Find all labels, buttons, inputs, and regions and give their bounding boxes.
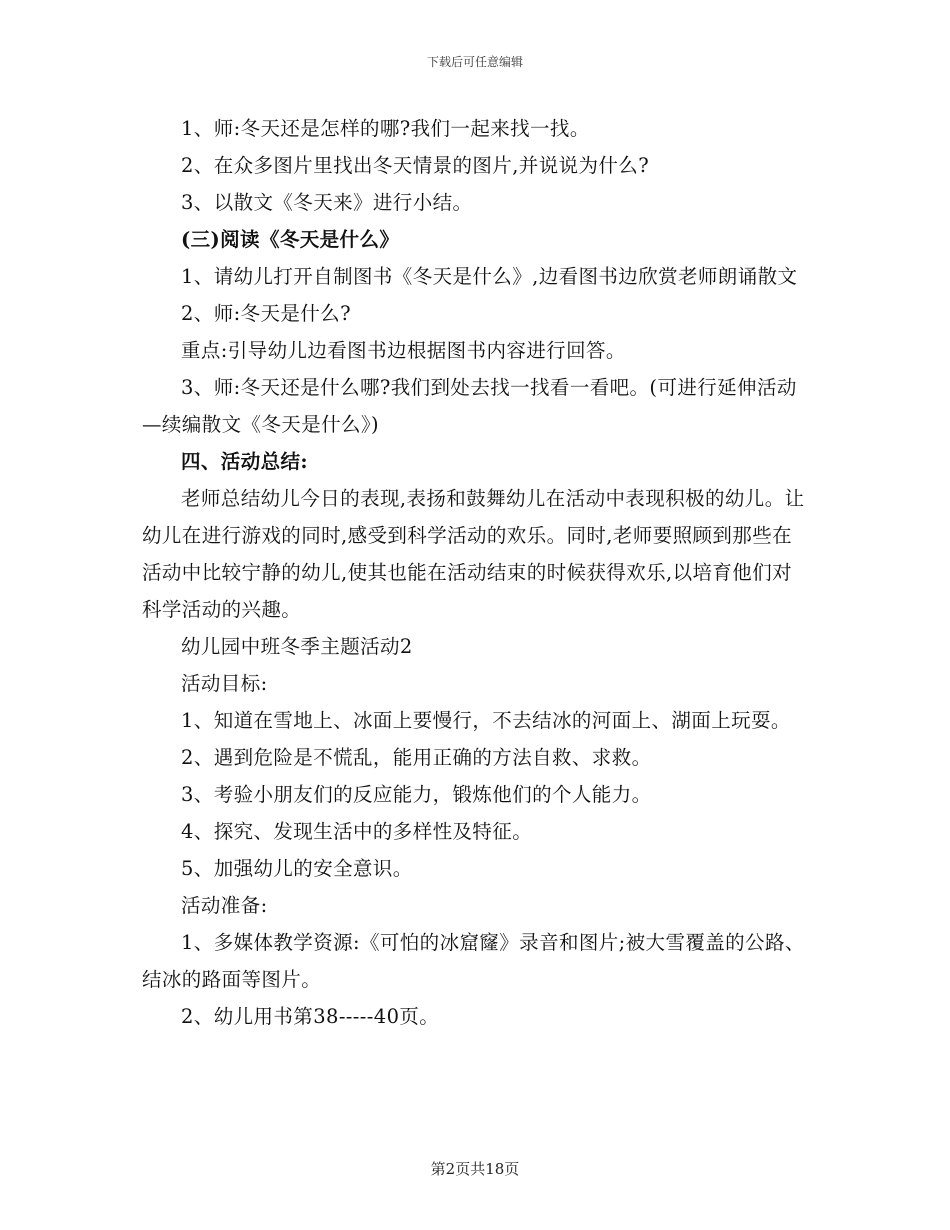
paragraph: 1、多媒体教学资源:《可怕的冰窟窿》录音和图片;被大雪覆盖的公路、结冰的路面等图片。: [142, 931, 805, 991]
page-number: 第2页共18页: [430, 1160, 520, 1178]
paragraph: 2、在众多图片里找出冬天情景的图片,并说说为什么?: [181, 154, 650, 177]
paragraph: 4、探究、发现生活中的多样性及特征。: [181, 820, 533, 843]
document-body: [142, 110, 810, 1035]
page-header-note: 下载后可任意编辑: [426, 55, 523, 69]
paragraph: 活动准备:: [181, 894, 268, 917]
section-heading: (三)阅读《冬天是什么》: [181, 228, 400, 251]
paragraph: 2、师:冬天是什么?: [181, 302, 351, 325]
paragraph: 3、师:冬天还是什么哪?我们到处去找一找看一看吧。(可进行延伸活动—续编散文《冬天是什么》): [142, 376, 797, 436]
paragraph: 5、加强幼儿的安全意识。: [181, 857, 413, 880]
paragraph: 3、考验小朋友们的反应能力，锻炼他们的个人能力。: [181, 783, 652, 806]
paragraph: 1、知道在雪地上、冰面上要慢行，不去结冰的河面上、湖面上玩耍。: [181, 709, 791, 732]
paragraph: 3、以散文《冬天来》进行小结。: [181, 191, 473, 214]
paragraph: 重点:引导幼儿边看图书边根据图书内容进行回答。: [181, 339, 626, 362]
section-heading: 四、活动总结:: [181, 450, 308, 473]
paragraph: 活动目标:: [181, 672, 268, 695]
paragraph: 1、师:冬天还是怎样的哪?我们一起来找一找。: [181, 117, 590, 140]
subtitle: 幼儿园中班冬季主题活动2: [181, 635, 413, 658]
paragraph: 1、请幼儿打开自制图书《冬天是什么》,边看图书边欣赏老师朗诵散文: [181, 265, 798, 288]
paragraph: 2、幼儿用书第38-----40页。: [181, 1005, 440, 1028]
paragraph: 2、遇到危险是不慌乱，能用正确的方法自救、求救。: [181, 746, 652, 769]
paragraph: 老师总结幼儿今日的表现,表扬和鼓舞幼儿在活动中表现积极的幼儿。让幼儿在进行游戏的同时,感受到科学活动的欢乐。同时,老师要照顾到那些在活动中比较宁静的幼儿,使其也能在活动结束的时候获得欢乐,以培育他们对科学活动的兴趣。: [142, 487, 805, 621]
